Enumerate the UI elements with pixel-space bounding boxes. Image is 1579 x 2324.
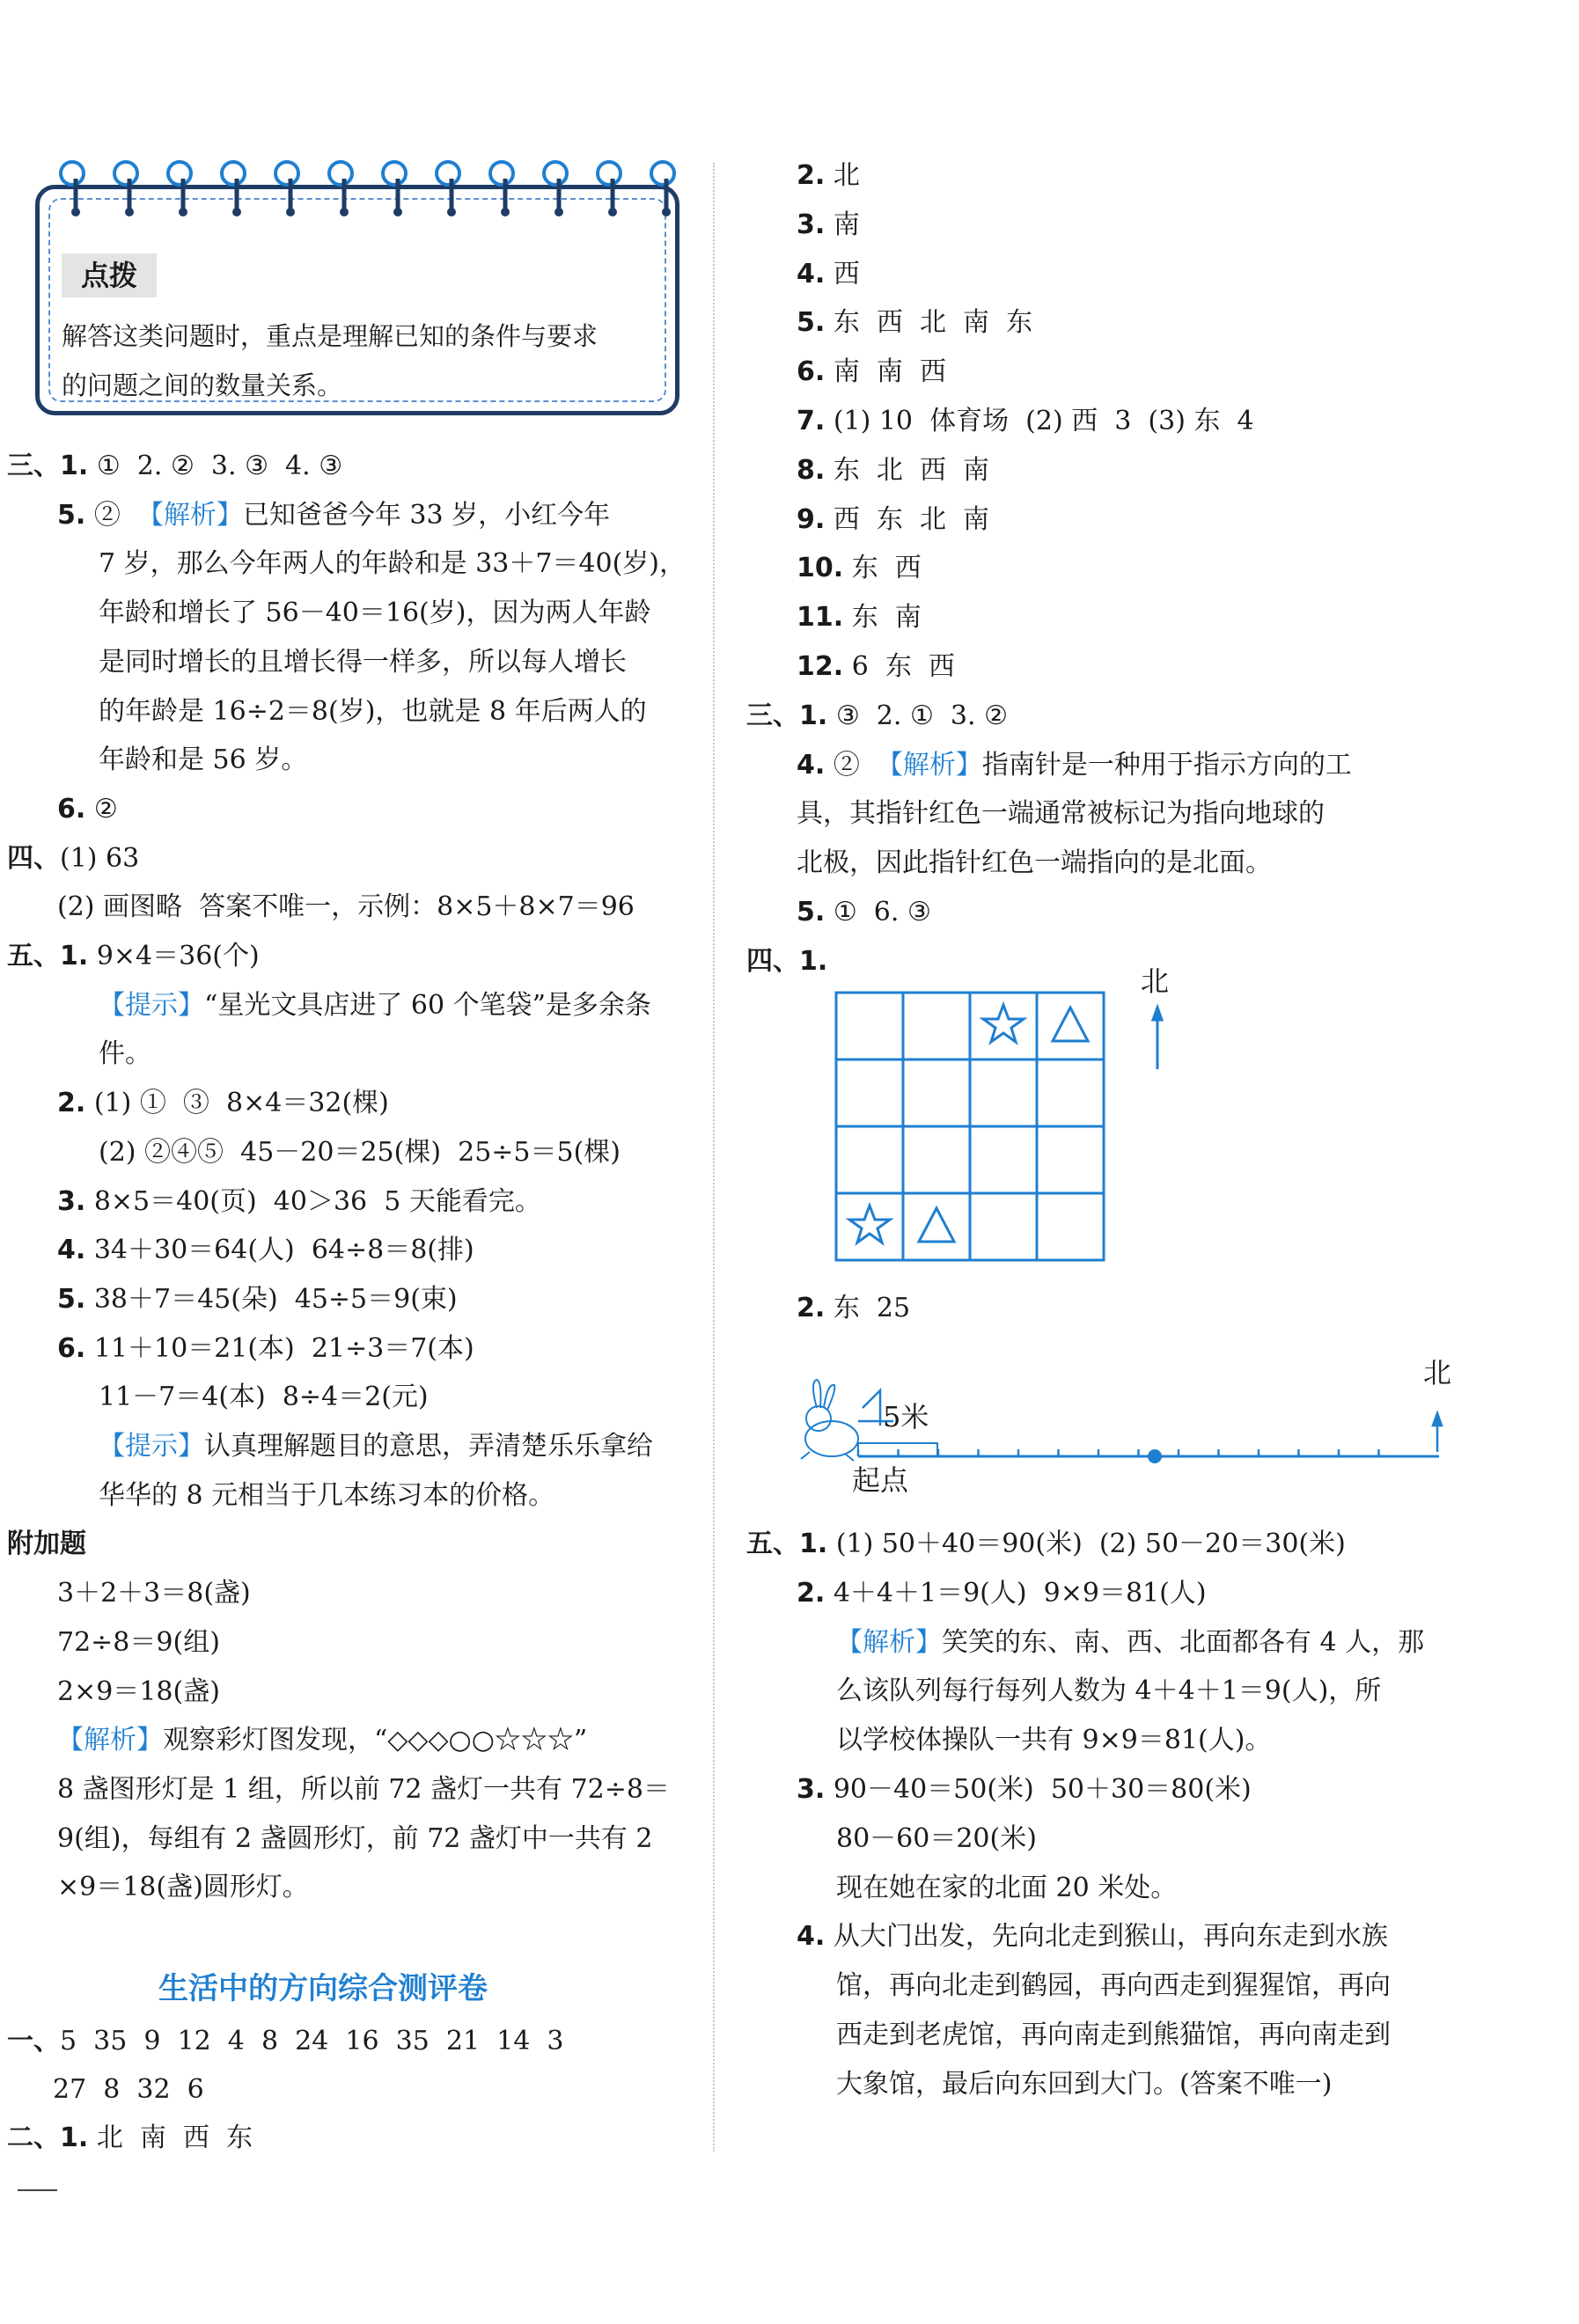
footer-rule [18,2189,57,2191]
answer-row [746,699,1008,734]
tip-line-2: 的问题之间的数量关系。 [62,370,343,400]
answer-text: (2) 画图略 答案不唯一，示例：8×5＋8×7＝96 [57,891,635,923]
answer-number: 3. [797,1774,826,1805]
answer-text: 东 25 [825,1293,911,1323]
answer-row [7,449,342,484]
answer-row [53,2072,204,2108]
answer-number: 4. [797,258,826,290]
answer-number: 5. [797,897,826,927]
answer-row [797,1919,1388,1954]
answer-text: 从大门出发，先向北走到猴山，再向东走到水族 [825,1921,1388,1953]
answer-row [836,1822,1037,1857]
answer-text: 9(组)，每组有 2 盏圆形灯，前 72 盏灯中一共有 2 [57,1822,653,1854]
tip-label: 点拨 [62,253,157,297]
answer-text: 【解析】观察彩灯图发现，“◇◇◇○○☆☆☆” [57,1725,588,1756]
answer-text: 【提示】“星光文具店进了 60 个笔袋”是多余条 [99,989,651,1021]
spiral-ring-icon [222,162,245,216]
answer-row [57,1625,220,1661]
answer-row [797,895,931,930]
triangle-shape-top [1053,1008,1088,1041]
answer-text: 8×5＝40(页) 40＞36 5 天能看完。 [85,1185,541,1217]
answer-row [57,1772,670,1807]
answer-text: 南 [825,209,860,240]
answer-number: 8. [797,454,826,486]
section-title: 生活中的方向综合测评卷 [158,1971,488,2006]
answer-number: 7. [797,406,826,436]
column-divider [713,163,715,2152]
spiral-ring-icon [168,162,191,216]
answer-number: 四、1. [746,945,828,977]
answer-row [57,792,118,827]
answer-row [797,846,1272,881]
answer-text: 年龄和是 56 岁。 [99,744,308,776]
star-shape-top [983,1005,1024,1042]
direction-grid-figure [827,964,1197,1267]
answer-row [797,1576,1207,1611]
answer-row [797,257,860,292]
answer-row [99,1478,554,1514]
answer-text: 南 南 西 [825,356,946,388]
spiral-ring-icon [598,162,621,216]
answer-row [99,645,627,680]
answer-text: (1) 10 体育场 (2) 西 3 (3) 东 4 [825,406,1254,436]
answer-row [7,939,260,974]
answer-text: (1) 63 [60,842,140,874]
answer-row [99,1037,151,1072]
answer-number: 5. [797,307,826,339]
answer-row [7,1527,86,1562]
answer-row [7,2121,253,2156]
answer-row [746,1527,1346,1562]
scale-label: 5米 [883,1400,929,1433]
answer-text: 么该队列每行每列人数为 4＋4＋1＝9(人)，所 [836,1675,1382,1707]
answer-row [99,546,686,582]
answer-row [57,1184,541,1220]
answer-row [836,1723,1271,1758]
answer-row [836,2067,1332,2102]
answer-number: 11. [797,602,844,634]
answer-text: 大象馆，最后向东回到大门。(答案不唯一) [836,2068,1333,2100]
answer-text: ① 6. ③ [825,897,931,927]
answer-row [99,1135,621,1170]
answer-row [797,208,860,243]
answer-text: (1) 50＋40＝90(米) (2) 50－20＝30(米) [827,1529,1346,1559]
grid-north-label: 北 [1141,964,1170,998]
answer-text: 具，其指针红色一端通常被标记为指向地球的 [797,798,1325,830]
answer-row [797,748,1352,783]
spiral-ring-icon [383,162,406,216]
answer-row [746,944,827,979]
answer-text: 5 35 9 12 4 8 24 16 35 21 14 3 [60,2026,564,2056]
answer-number: 4. [797,1921,826,1953]
answer-row [797,305,1032,341]
answer-text: 11－7＝4(本) 8÷4＝2(元) [99,1382,429,1413]
answer-row [99,1380,429,1415]
answer-row [99,1429,653,1464]
answer-row [57,1822,653,1857]
answer-text: 馆，再向北走到鹤园，再向西走到猩猩馆，再向 [836,1970,1391,2002]
answer-text: 是同时增长的且增长得一样多，所以每人增长 [99,646,627,678]
answer-text: 的年龄是 16÷2＝8(岁)，也就是 8 年后两人的 [99,695,647,727]
answer-text: 西 东 北 南 [825,503,990,535]
answer-text: 东 西 北 南 东 [825,307,1033,339]
answer-number: 2. [797,1293,826,1323]
answer-text: 80－60＝20(米) [836,1822,1037,1854]
spiral-ring-icon [437,162,459,216]
answer-text: (1) ① ③ 8×4＝32(棵) [85,1088,389,1119]
answer-row [57,1576,251,1611]
answer-row [57,1233,474,1268]
answer-number: 6. [57,793,86,825]
answer-number: 12. [797,651,844,682]
answer-row [57,1723,587,1758]
answer-text: 西 [825,258,860,290]
answer-text: 8 盏图形灯是 1 组，所以前 72 盏灯一共有 72÷8＝ [57,1773,670,1805]
position-marker [1148,1449,1162,1463]
answer-text: 11＋10＝21(本) 21÷3＝7(本) [85,1332,474,1364]
answer-text: 华华的 8 元相当于几本练习本的价格。 [99,1479,555,1511]
answer-row [836,1674,1381,1709]
answer-number: 4. [797,749,826,781]
answer-text: 4＋4＋1＝9(人) 9×9＝81(人) [825,1577,1207,1609]
answer-text: 2×9＝18(盏) [57,1675,220,1707]
spiral-ring-icon [114,162,137,216]
answer-number: 5. [57,499,86,531]
answer-number: 三、1. [7,451,89,481]
answer-number: 3. [797,209,826,240]
answer-number: 6. [57,1332,86,1364]
answer-text: 以学校体操队一共有 9×9＝81(人)。 [836,1725,1272,1756]
answer-row [836,1871,1177,1906]
answer-number: 10. [797,553,844,584]
answer-row [797,404,1254,439]
spiral-ring-icon [275,162,298,216]
line-north-label: 北 [1423,1356,1452,1389]
answer-row-q2 [797,1291,910,1326]
answer-row [797,355,946,390]
answer-text: 北 [825,160,860,191]
answer-text: 90－40＝50(米) 50＋30＝80(米) [825,1774,1252,1805]
answer-number: 二、1. [7,2122,89,2153]
spiral-ring-icon [651,162,674,216]
answer-text: 北 南 西 东 [88,2122,253,2153]
answer-text: 东 北 西 南 [825,454,990,486]
answer-row [797,158,860,194]
answer-number: 4. [57,1235,86,1266]
answer-number: 三、1. [746,700,828,731]
answer-row [797,600,922,635]
answer-number: 9. [797,503,826,535]
answer-row [57,1331,474,1367]
answer-row [57,1086,389,1121]
answer-row [99,694,647,729]
answer-text: 9×4＝36(个) [88,941,260,971]
spiral-ring-icon [61,162,84,216]
answer-number: 2. [797,160,826,191]
answer-row [57,890,635,925]
answer-row [797,1772,1252,1807]
answer-row [797,551,922,586]
answer-row [797,453,989,488]
answer-text: 【解析】笑笑的东、南、西、北面都各有 4 人，那 [836,1626,1425,1658]
answer-number: 附加题 [7,1529,86,1560]
answer-text: 年龄和增长了 56－40＝16(岁)，因为两人年龄 [99,597,651,629]
answer-row [57,1282,458,1317]
answer-text: 现在她在家的北面 20 米处。 [836,1872,1178,1903]
answer-row [7,2024,563,2059]
star-shape-bottom [849,1206,890,1243]
answer-number: 四、 [7,842,60,874]
spiral-ring-icon [329,162,352,216]
answer-number: 五、1. [746,1529,828,1559]
answer-text: 7 岁，那么今年两人的年龄和是 33＋7＝40(岁)， [99,548,687,580]
rabbit-icon [801,1380,858,1461]
answer-text: 件。 [99,1038,151,1070]
answer-row [797,502,989,538]
answer-row [99,596,650,631]
answer-row [836,2018,1391,2053]
answer-number: 一、 [7,2026,60,2056]
start-label: 起点 [852,1463,909,1497]
answer-text: 北极，因此指针红色一端指向的是北面。 [797,847,1272,879]
tip-line-1: 解答这类问题时，重点是理解已知的条件与要求 [62,321,599,351]
answer-number: 2. [57,1088,86,1119]
answer-text: 38＋7＝45(朵) 45÷5＝9(束) [85,1283,458,1315]
answer-text: 东 西 [843,553,922,584]
answer-number: 五、1. [7,941,89,971]
answer-text: ③ 2. ① 3. ② [827,700,1008,731]
spiral-ring-icon [490,162,513,216]
answer-row [57,1675,220,1710]
answer-text: ② 【解析】指南针是一种用于指示方向的工 [825,749,1352,781]
answer-text: 27 8 32 6 [53,2074,204,2105]
triangle-shape-bottom [919,1208,954,1242]
answer-row [99,988,651,1023]
answer-text: ② [85,793,118,825]
spiral-rings [35,154,687,224]
answer-row [57,498,610,533]
answer-text: 【提示】认真理解题目的意思，弄清楚乐乐拿给 [99,1431,653,1462]
answer-text: 东 南 [843,602,922,634]
answer-row [99,743,307,778]
spiral-ring-icon [544,162,567,216]
answer-number: 3. [57,1185,86,1217]
answer-row [836,1625,1424,1661]
answer-text: ① 2. ② 3. ③ 4. ③ [88,451,343,481]
answer-row [797,649,955,685]
answer-text: 72÷8＝9(组) [57,1626,220,1658]
answer-text: ×9＝18(盏)圆形灯。 [57,1872,309,1903]
answer-text: 3＋2＋3＝8(盏) [57,1578,251,1609]
answer-row [7,841,139,876]
answer-row [797,796,1325,832]
answer-text: 西走到老虎馆，再向南走到熊猫馆，再向南走到 [836,2020,1391,2050]
answer-row [836,1968,1391,2004]
answer-text: (2) ②④⑤ 45－20＝25(棵) 25÷5＝5(棵) [99,1136,621,1168]
answer-text: 6 东 西 [843,651,955,682]
answer-number: 5. [57,1283,86,1315]
answer-text: ② 【解析】已知爸爸今年 33 岁，小红今年 [85,499,611,531]
answer-number: 2. [797,1577,826,1609]
answer-number: 6. [797,356,826,388]
answer-row [57,1870,309,1905]
answer-text: 34＋30＝64(人) 64÷8＝8(排) [85,1235,474,1266]
